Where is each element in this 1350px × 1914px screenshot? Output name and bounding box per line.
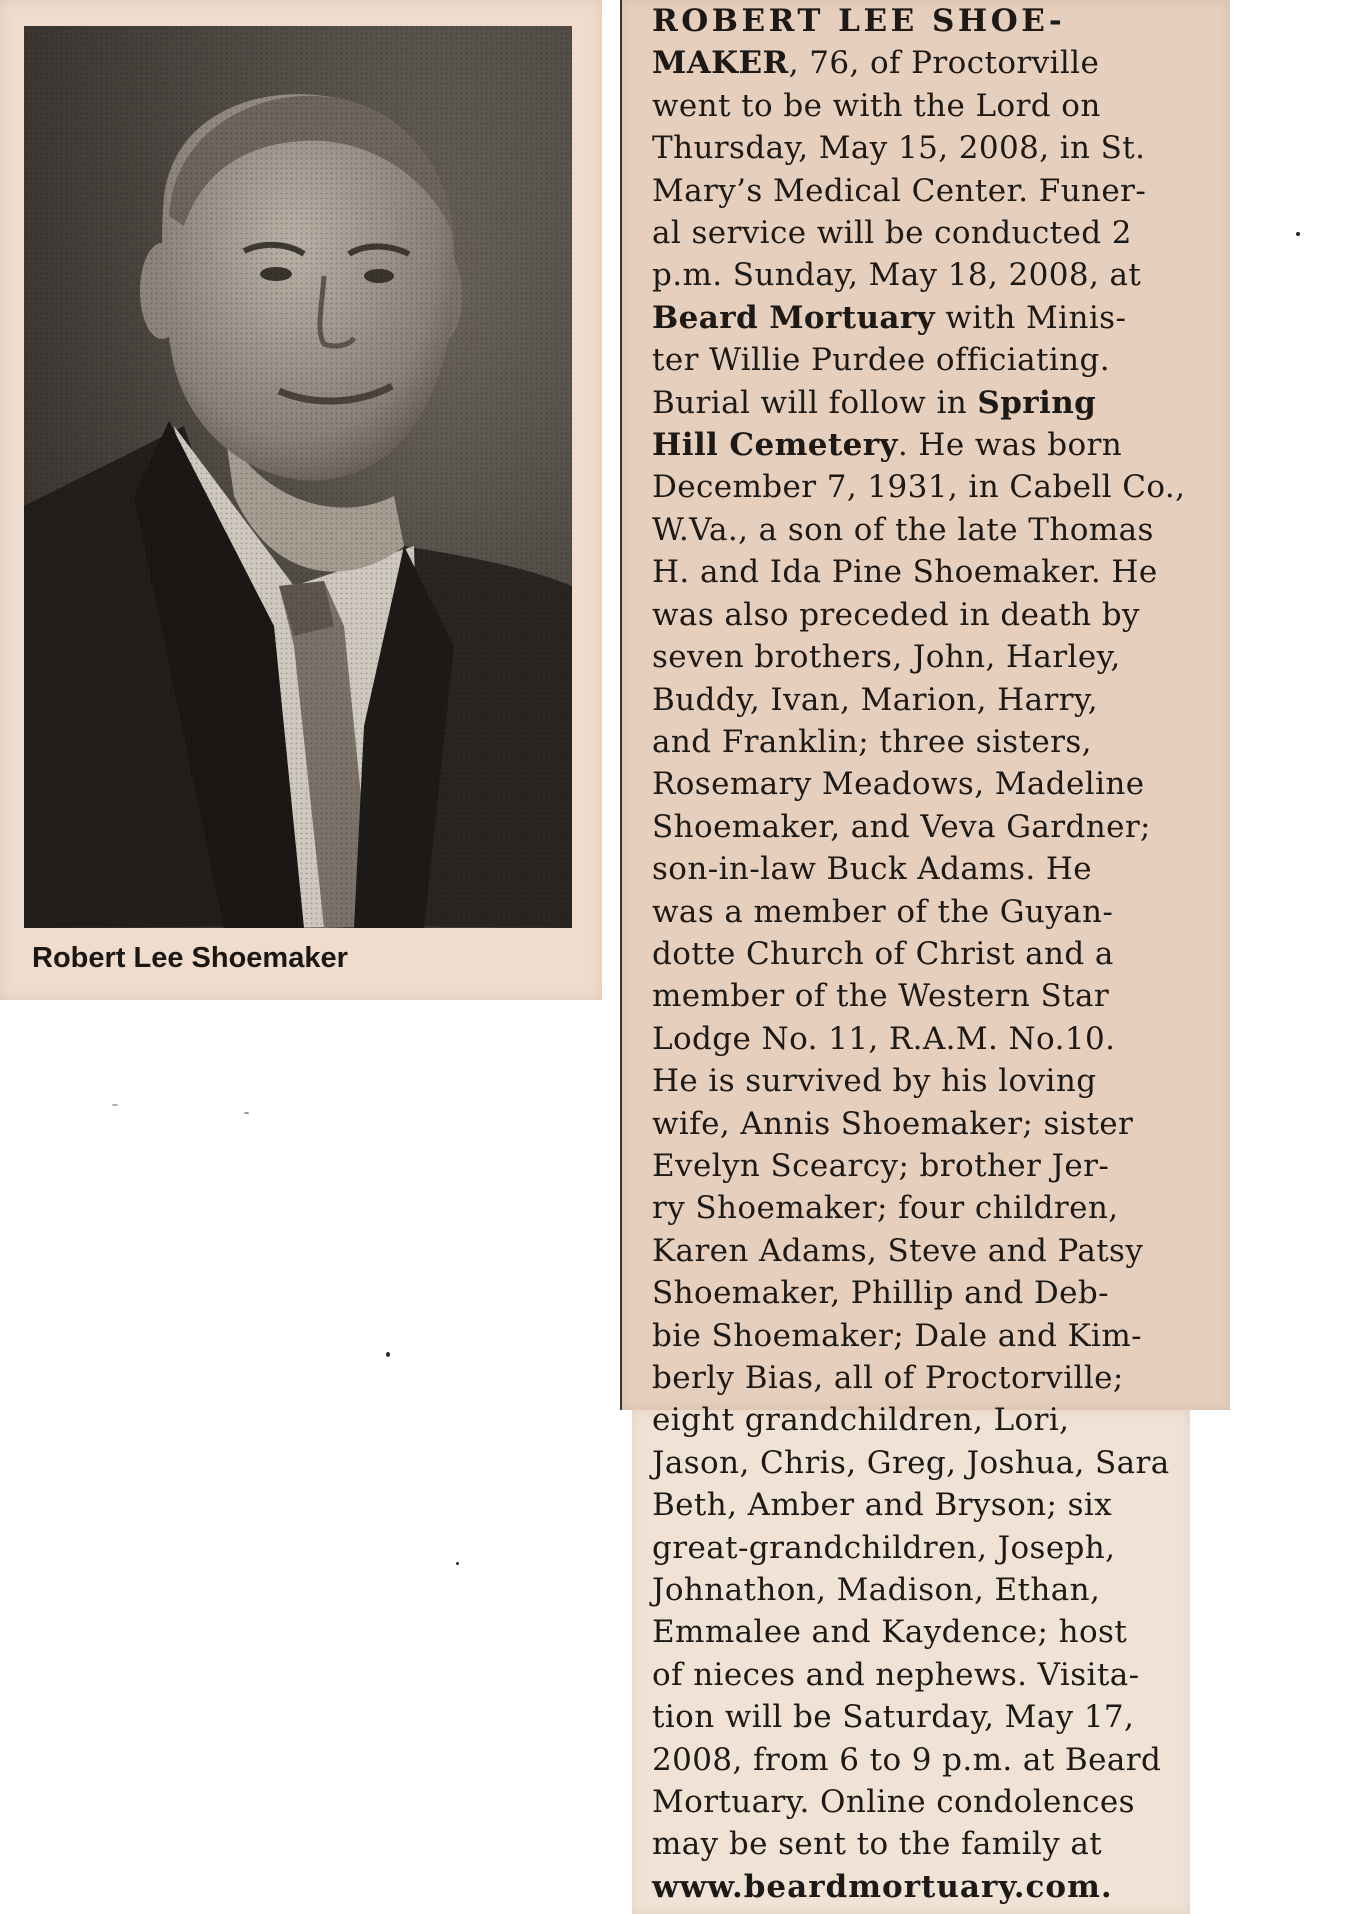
obituary-text-run: Johnathon, Madison, Ethan, bbox=[652, 1572, 1101, 1609]
obituary-text-run: was a member of the Guyan- bbox=[652, 893, 1114, 930]
obituary-text-run: Evelyn Scearcy; brother Jer- bbox=[652, 1147, 1110, 1184]
obituary-emphasis: Beard Mortuary bbox=[652, 299, 936, 336]
obituary-text-run: with Minis- bbox=[935, 299, 1127, 336]
obituary-text-run: wife, Annis Shoemaker; sister bbox=[652, 1105, 1134, 1142]
obituary-text-run: Mary’s Medical Center. Funer- bbox=[652, 172, 1147, 209]
obituary-text-run: Burial will follow in bbox=[652, 384, 978, 421]
obituary-line bbox=[652, 170, 1200, 212]
obituary-text-run: eight grandchildren, Lori, bbox=[652, 1402, 1070, 1439]
obituary-line bbox=[652, 1357, 1200, 1399]
obituary-line bbox=[652, 424, 1200, 466]
obituary-text-run: , 76, of Proctorville bbox=[788, 45, 1100, 82]
obituary-line bbox=[652, 1696, 1200, 1738]
obituary-line bbox=[652, 1230, 1200, 1272]
obituary-line bbox=[652, 1611, 1200, 1653]
obituary-line bbox=[652, 636, 1200, 678]
obituary-line bbox=[652, 891, 1200, 933]
obituary-line bbox=[652, 42, 1200, 84]
obituary-text-run: Emmalee and Kaydence; host bbox=[652, 1614, 1128, 1651]
obituary-line bbox=[652, 1484, 1200, 1526]
obituary-text-run: dotte Church of Christ and a bbox=[652, 935, 1114, 972]
obituary-line bbox=[652, 1272, 1200, 1314]
obituary-line bbox=[652, 1527, 1200, 1569]
obituary-text-run: was also preceded in death by bbox=[652, 596, 1140, 633]
scan-speck bbox=[1296, 232, 1300, 236]
obituary-text-run: . He was born bbox=[897, 427, 1123, 464]
obituary-text-run: ry Shoemaker; four children, bbox=[652, 1190, 1119, 1227]
obituary-line bbox=[652, 127, 1200, 169]
obituary-text-run: He is survived by his loving bbox=[652, 1063, 1097, 1100]
obituary-line bbox=[652, 551, 1200, 593]
obituary-line bbox=[652, 85, 1200, 127]
obituary-text-run: December 7, 1931, in Cabell Co., bbox=[652, 469, 1186, 506]
obituary-text-run: al service will be conducted 2 bbox=[652, 215, 1132, 252]
obituary-text-run: tion will be Saturday, May 17, bbox=[652, 1699, 1135, 1736]
obituary-line bbox=[652, 721, 1200, 763]
obituary-line bbox=[652, 1315, 1200, 1357]
obituary-emphasis: MAKER bbox=[652, 45, 789, 82]
obituary-text-run: H. and Ida Pine Shoemaker. He bbox=[652, 554, 1158, 591]
obituary-line bbox=[652, 1060, 1200, 1102]
obituary-line bbox=[652, 1654, 1200, 1696]
obituary-text-run: ter Willie Purdee officiating. bbox=[652, 342, 1111, 379]
obituary-line bbox=[652, 1399, 1200, 1441]
obituary-emphasis: ROBERT LEE SHOE- bbox=[652, 3, 1066, 39]
obituary-text-run: bie Shoemaker; Dale and Kim- bbox=[652, 1317, 1143, 1354]
obituary-line bbox=[652, 1018, 1200, 1060]
obituary-text-run: Shoemaker, Phillip and Deb- bbox=[652, 1275, 1109, 1312]
obituary-line bbox=[652, 212, 1200, 254]
obituary-line bbox=[652, 848, 1200, 890]
obituary-text-run: Rosemary Meadows, Madeline bbox=[652, 766, 1145, 803]
obituary-text-run: W.Va., a son of the late Thomas bbox=[652, 511, 1154, 548]
obituary-text bbox=[652, 0, 1200, 1908]
scan-speck bbox=[456, 1562, 459, 1565]
obituary-line bbox=[652, 0, 1200, 42]
obituary-emphasis: Hill Cemetery bbox=[652, 427, 898, 464]
obituary-line bbox=[652, 1103, 1200, 1145]
obituary-text-run: son-in-law Buck Adams. He bbox=[652, 851, 1093, 888]
obituary-text-run: and Franklin; three sisters, bbox=[652, 723, 1092, 760]
obituary-line bbox=[652, 339, 1200, 381]
obituary-text-run: may be sent to the family at bbox=[652, 1826, 1103, 1863]
obituary-line bbox=[652, 382, 1200, 424]
obituary-line bbox=[652, 679, 1200, 721]
photo-clipping bbox=[0, 0, 602, 1000]
obituary-text-run: Mortuary. Online condolences bbox=[652, 1784, 1135, 1821]
obituary-text-run: great-grandchildren, Joseph, bbox=[652, 1529, 1116, 1566]
obituary-text-run: Shoemaker, and Veva Gardner; bbox=[652, 808, 1151, 845]
portrait-photo bbox=[24, 26, 572, 928]
obituary-text-run: berly Bias, all of Proctorville; bbox=[652, 1360, 1124, 1396]
obituary-text-run: Jason, Chris, Greg, Joshua, Sara bbox=[652, 1444, 1170, 1481]
obituary-text-run: Beth, Amber and Bryson; six bbox=[652, 1487, 1113, 1524]
scan-speck bbox=[386, 1352, 390, 1357]
scan-speck bbox=[244, 1112, 249, 1114]
scan-speck bbox=[112, 1104, 118, 1106]
obituary-text-run: Thursday, May 15, 2008, in St. bbox=[652, 130, 1146, 167]
obituary-line bbox=[652, 509, 1200, 551]
obituary-text-run: Lodge No. 11, R.A.M. No.10. bbox=[652, 1020, 1116, 1057]
obituary-line bbox=[652, 1187, 1200, 1229]
obituary-text-run: Karen Adams, Steve and Patsy bbox=[652, 1232, 1144, 1269]
obituary-line bbox=[652, 1569, 1200, 1611]
portrait-image bbox=[24, 26, 572, 928]
obituary-emphasis: www.beardmortuary.com. bbox=[652, 1868, 1113, 1905]
obituary-text-run: seven brothers, John, Harley, bbox=[652, 639, 1121, 676]
obituary-line bbox=[652, 1823, 1200, 1865]
obituary-line bbox=[652, 466, 1200, 508]
obituary-text-run: member of the Western Star bbox=[652, 978, 1110, 1015]
obituary-line bbox=[652, 1866, 1200, 1908]
photo-caption: Robert Lee Shoemaker bbox=[32, 942, 348, 974]
obituary-line bbox=[652, 933, 1200, 975]
obituary-line bbox=[652, 1442, 1200, 1484]
obituary-text-run: Buddy, Ivan, Marion, Harry, bbox=[652, 681, 1098, 718]
obituary-line bbox=[652, 254, 1200, 296]
obituary-line bbox=[652, 1739, 1200, 1781]
obituary-line bbox=[652, 806, 1200, 848]
obituary-line bbox=[652, 763, 1200, 805]
obituary-line bbox=[652, 594, 1200, 636]
obituary-text-run: p.m. Sunday, May 18, 2008, at bbox=[652, 257, 1142, 294]
obituary-emphasis: Spring bbox=[977, 384, 1097, 421]
obituary-text-run: 2008, from 6 to 9 p.m. at Beard bbox=[652, 1741, 1162, 1778]
obituary-line bbox=[652, 1781, 1200, 1823]
obituary-line bbox=[652, 975, 1200, 1017]
obituary-text-run: went to be with the Lord on bbox=[652, 87, 1101, 124]
obituary-line bbox=[652, 1145, 1200, 1187]
obituary-line bbox=[652, 297, 1200, 339]
obituary-text-run: of nieces and nephews. Visita- bbox=[652, 1656, 1140, 1693]
